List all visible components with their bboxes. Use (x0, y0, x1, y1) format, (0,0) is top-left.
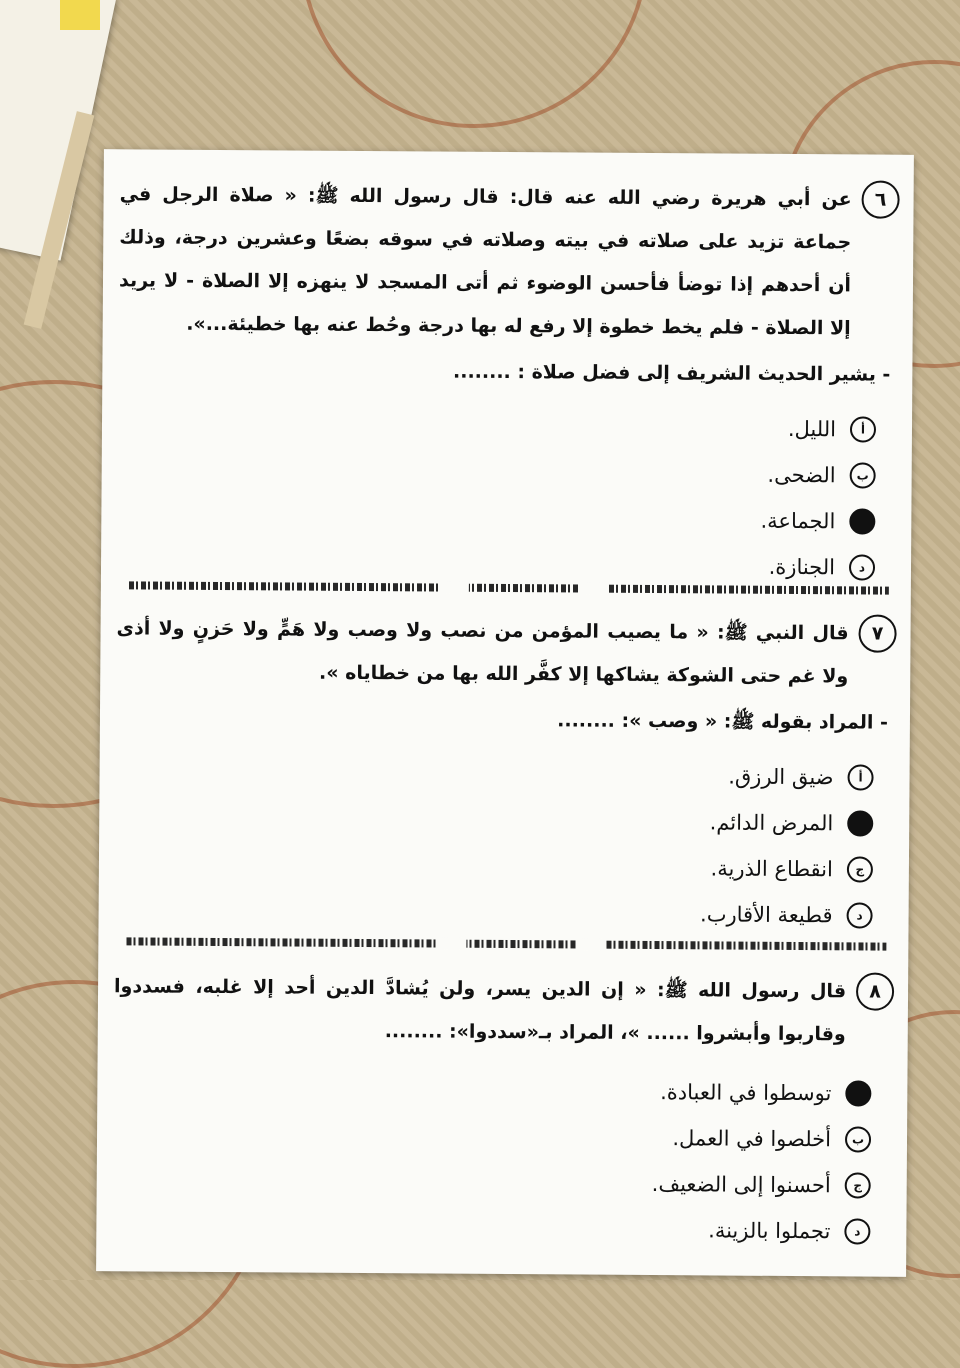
option-label: الليل. (787, 416, 837, 442)
option-label: تجملوا بالزينة. (708, 1218, 831, 1244)
option-bubble[interactable]: أ (850, 416, 876, 442)
option-bubble[interactable]: أ (847, 764, 873, 790)
question-7 (114, 607, 896, 938)
question-number: ٨ (856, 972, 894, 1010)
options-list (112, 1065, 893, 1254)
option-a[interactable] (113, 1065, 871, 1116)
option-bubble[interactable]: ج (847, 856, 873, 882)
option-label: الجنازة. (768, 554, 836, 580)
option-label: قطيعة الأقارب. (699, 902, 833, 928)
question-text: قال رسول الله ﷺ: « إن الدين يسر، ولن يُشادَّ الدين أحد إلا غلبه، فسددوا وقاربوا وأبشروا ...... »، المراد بـ«سددوا»: ........ (114, 975, 847, 1046)
question-text: قال النبي ﷺ: « ما يصيب المؤمن من نصب ولا وصب ولا هَمٍّ ولا حَزنٍ ولا أذى ولا غم حتى الشوكة يشاكها إلا كفَّر الله بها من خطاياه ». (116, 617, 849, 688)
option-b[interactable] (115, 795, 873, 846)
option-label: انقطاع الذرية. (710, 856, 834, 882)
option-bubble[interactable]: ب (850, 462, 876, 488)
option-bubble-selected[interactable] (845, 1080, 871, 1106)
option-bubble[interactable]: د (849, 554, 875, 580)
tablecloth-pattern (300, 0, 648, 128)
option-bubble-selected[interactable] (847, 810, 873, 836)
section-divider (126, 937, 886, 950)
option-label: أحسنوا إلى الضعيف. (651, 1172, 831, 1198)
option-b[interactable] (118, 447, 876, 498)
option-label: الضحى. (767, 462, 836, 488)
question-text: عن أبي هريرة رضي الله عنه قال: قال رسول الله ﷺ: « صلاة الرجل في جماعة تزيد على صلاته في بيته وصلاته في سوقه بضعًا وعشرين درجة، وذلك أن أحدهم إذا توضأ فأحسن الوضوء ثم أتى المسجد لا ينهزه إلا الصلاة - لا يريد إلا الصلاة - فلم يخط خطوة إلا رفع له بها درجة وحُط عنه بها خطيئة...». (118, 183, 852, 340)
option-bubble-selected[interactable] (849, 508, 875, 534)
question-number: ٦ (861, 180, 899, 218)
option-c[interactable] (115, 841, 873, 892)
option-bubble[interactable]: د (847, 902, 873, 928)
option-label: أخلصوا في العمل. (672, 1126, 832, 1152)
option-c[interactable] (117, 493, 875, 544)
option-a[interactable] (118, 401, 876, 452)
options-list (117, 401, 898, 590)
option-bubble[interactable]: د (844, 1218, 870, 1244)
option-bubble[interactable]: ج (845, 1172, 871, 1198)
question-prompt: - يشير الحديث الشريف إلى فضل صلاة : ........ (452, 360, 891, 386)
background-yellow-note (60, 0, 100, 30)
option-bubble[interactable]: ب (845, 1126, 871, 1152)
options-list (114, 749, 895, 938)
question-prompt: - المراد بقوله ﷺ: « وصب »: ........ (557, 709, 889, 734)
option-a[interactable] (115, 749, 873, 800)
option-c[interactable] (113, 1157, 871, 1208)
option-b[interactable] (113, 1111, 871, 1162)
option-label: المرض الدائم. (709, 810, 834, 836)
option-label: توسطوا في العبادة. (660, 1080, 832, 1106)
question-6 (117, 173, 900, 590)
question-8 (112, 965, 894, 1254)
option-label: ضيق الرزق. (728, 764, 834, 790)
option-d[interactable] (114, 887, 872, 938)
question-number: ٧ (858, 614, 896, 652)
option-label: الجماعة. (760, 508, 836, 534)
exam-sheet (96, 149, 914, 1277)
option-d[interactable] (112, 1203, 870, 1254)
